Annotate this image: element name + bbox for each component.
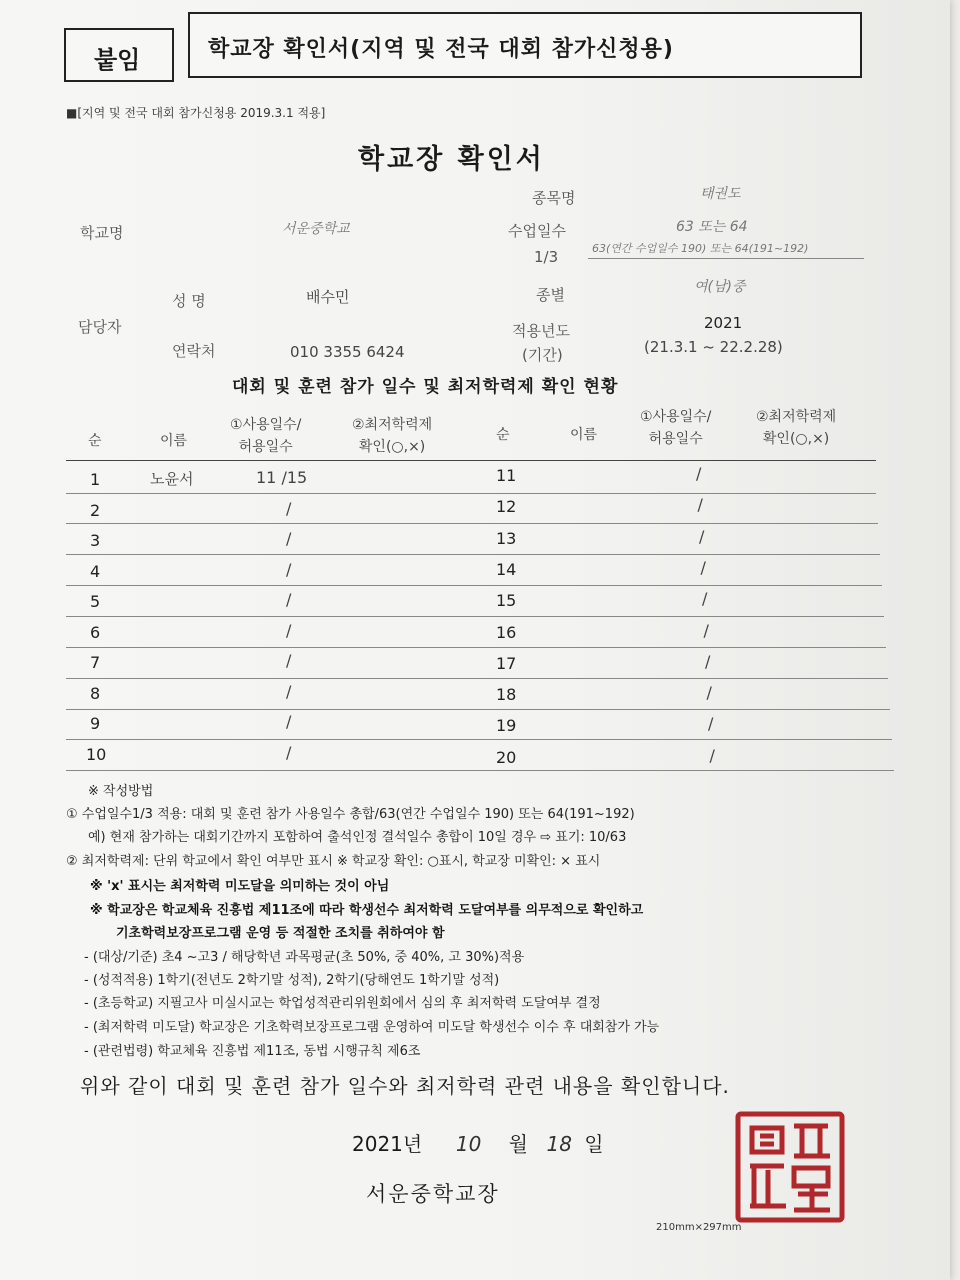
note-9: - (초등학교) 지필고사 미실시교는 학업성적관리위원회에서 심의 후 최저학력 도달여부 결정: [84, 996, 601, 1011]
row-days-used: /: [696, 464, 702, 483]
year-label: 적용년도: [512, 322, 570, 340]
note-6: 기초학력보장프로그램 운영 등 적절한 조치를 취하여야 함: [116, 926, 445, 941]
row-student-name: 노윤서: [150, 470, 194, 488]
table-row-rule: [66, 770, 894, 771]
col-name-left: 이름: [160, 433, 188, 449]
sport-value: 태권도: [700, 186, 741, 202]
row-days-used: 11 /15: [256, 468, 308, 487]
row-days-used: /: [700, 557, 706, 577]
col-name-right: 이름: [570, 427, 598, 443]
year-sub: (기간): [522, 346, 563, 364]
row-days-used: /: [286, 712, 292, 731]
row-number: 5: [90, 592, 101, 611]
row-number: 9: [90, 714, 101, 733]
row-number: 11: [496, 466, 517, 485]
row-days-used: /: [702, 589, 708, 609]
col-check-right-line2: 확인(○,×): [762, 431, 830, 447]
row-days-used: /: [286, 651, 292, 670]
col-check-left-line2: 확인(○,×): [358, 439, 426, 455]
note-3: ② 최저학력제: 단위 학교에서 확인 여부만 표시 ※ 학교장 확인: ○표시, 학교장 미확인: × 표시: [66, 854, 601, 869]
year-value: 2021: [704, 314, 743, 332]
row-number: 6: [90, 622, 101, 642]
col-days-right: [640, 406, 711, 450]
gender-label: 종별: [536, 286, 565, 304]
row-number: 12: [496, 497, 517, 517]
phone-value: 010 3355 6424: [290, 343, 405, 361]
form-note: ■[지역 및 전국 대회 참가신청용 2019.3.1 적용]: [66, 106, 326, 120]
date-year: 2021년: [352, 1132, 423, 1156]
page-title: 학교장 확인서: [358, 144, 545, 175]
col-no-left: 순: [88, 433, 102, 449]
row-number: 1: [90, 470, 101, 489]
days-label: 수업일수: [508, 222, 566, 240]
days-ratio: 1/3: [534, 248, 559, 266]
note-7: - (대상/기준) 초4 ~고3 / 해당학년 과목평균(초 50%, 중 40%, 고 30%)적용: [84, 950, 525, 965]
note-8: - (성적적용) 1학기(전년도 2학기말 성적), 2학기(당해연도 1학기말 성적): [84, 973, 500, 988]
col-days-right-line1: ①사용일수/: [640, 409, 712, 425]
col-days-left: [230, 414, 301, 458]
table-row-rule: [66, 616, 884, 617]
row-number: 14: [496, 559, 517, 579]
row-days-used: /: [708, 714, 714, 734]
note-5: ※ 학교장은 학교체육 진흥법 제11조에 따라 학생선수 최저학력 도달여부를 의무적으로 확인하고: [90, 903, 644, 918]
row-number: 10: [86, 744, 107, 764]
row-number: 7: [90, 653, 101, 672]
row-number: 4: [90, 561, 101, 581]
date-day: 18: [546, 1132, 572, 1156]
row-days-used: /: [286, 498, 292, 518]
table-row-rule: [66, 585, 882, 586]
row-number: 8: [90, 683, 101, 703]
table-row-rule: [66, 709, 890, 710]
gender-value: 여(남)중: [694, 279, 746, 295]
row-number: 18: [496, 685, 517, 705]
row-days-used: /: [709, 745, 715, 765]
row-days-used: /: [286, 742, 292, 762]
row-days-used: /: [286, 559, 292, 579]
note-2: 예) 현재 참가하는 대회기간까지 포함하여 출석인정 결석일수 총합이 10일 경우 ⇨ 표기: 10/63: [88, 830, 627, 845]
row-number: 2: [90, 500, 101, 520]
table-row-rule: [66, 523, 878, 524]
attachment-tag: 붙임: [94, 46, 141, 74]
principal-signature: 서운중학교장: [366, 1182, 500, 1206]
period-value: (21.3.1 ~ 22.2.28): [644, 338, 783, 356]
col-check-left: [352, 414, 432, 458]
name-value: 배수민: [306, 288, 350, 306]
row-number: 3: [90, 531, 101, 550]
col-days-right-line2: 허용일수: [648, 431, 703, 447]
row-number: 13: [496, 528, 517, 548]
row-days-used: /: [697, 495, 703, 515]
row-number: 19: [496, 716, 517, 736]
date-month-label: 월: [508, 1132, 528, 1156]
table-row-rule: [66, 647, 886, 648]
status-title: 대회 및 훈련 참가 일수 및 최저학력제 확인 현황: [232, 377, 619, 397]
row-number: 16: [496, 622, 517, 642]
col-days-left-line1: ①사용일수/: [230, 417, 302, 433]
attachment-tag-box: [64, 28, 174, 82]
header-title: 학교장 확인서(지역 및 전국 대회 참가신청용): [208, 37, 674, 62]
col-no-right: 순: [496, 427, 510, 443]
table-row-rule: [66, 493, 876, 494]
days-value: 63 또는 64: [676, 219, 748, 235]
row-number: 17: [496, 653, 517, 673]
sport-label: 종목명: [532, 189, 576, 207]
table-row-rule: [66, 678, 888, 679]
note-10: - (최저학력 미도달) 학교장은 기초학력보장프로그램 운영하여 미도달 학생선수 이수 후 대회참가 가능: [84, 1020, 660, 1035]
note-11: - (관련법령) 학교체육 진흥법 제11조, 동법 시행규칙 제6조: [84, 1044, 421, 1059]
col-check-right-line1: ②최저학력제: [756, 409, 837, 425]
table-header-rule: [66, 460, 876, 461]
row-days-used: /: [286, 529, 292, 548]
row-days-used: /: [286, 590, 292, 609]
contact-label: 담당자: [78, 318, 122, 336]
row-days-used: /: [706, 683, 712, 703]
row-days-used: /: [286, 681, 292, 701]
row-days-used: /: [703, 620, 709, 640]
header-title-box: [188, 12, 862, 78]
notes-heading: ※ 작성방법: [88, 784, 154, 799]
col-check-left-line1: ②최저학력제: [352, 417, 433, 433]
row-number: 20: [496, 747, 517, 767]
row-days-used: /: [699, 526, 705, 546]
name-label: 성 명: [172, 292, 206, 310]
school-seal-stamp: [732, 1108, 848, 1226]
date-month: 10: [455, 1132, 482, 1156]
school-value: 서운중학교: [282, 221, 350, 237]
col-check-right: [756, 406, 836, 450]
phone-label: 연락처: [172, 342, 216, 360]
row-days-used: /: [705, 651, 711, 671]
row-number: 15: [496, 591, 517, 611]
confirm-statement: 위와 같이 대회 및 훈련 참가 일수와 최저학력 관련 내용을 확인합니다.: [80, 1074, 730, 1098]
days-detail: 63(연간 수업일수 190) 또는 64(191~192): [592, 242, 809, 255]
table-row-rule: [66, 554, 880, 555]
school-label: 학교명: [80, 224, 124, 242]
days-detail-underline: [588, 258, 864, 259]
paper-size-note: 210mm×297mm: [656, 1222, 742, 1233]
issue-date: [352, 1128, 604, 1157]
note-4: ※ 'x' 표시는 최저학력 미도달을 의미하는 것이 아님: [90, 879, 390, 894]
date-day-label: 일: [584, 1132, 604, 1156]
col-days-left-line2: 허용일수: [238, 439, 293, 455]
row-days-used: /: [286, 620, 292, 640]
table-row-rule: [66, 739, 892, 740]
note-1: ① 수업일수1/3 적용: 대회 및 훈련 참가 사용일수 총합/63(연간 수업일수 190) 또는 64(191~192): [66, 807, 635, 822]
